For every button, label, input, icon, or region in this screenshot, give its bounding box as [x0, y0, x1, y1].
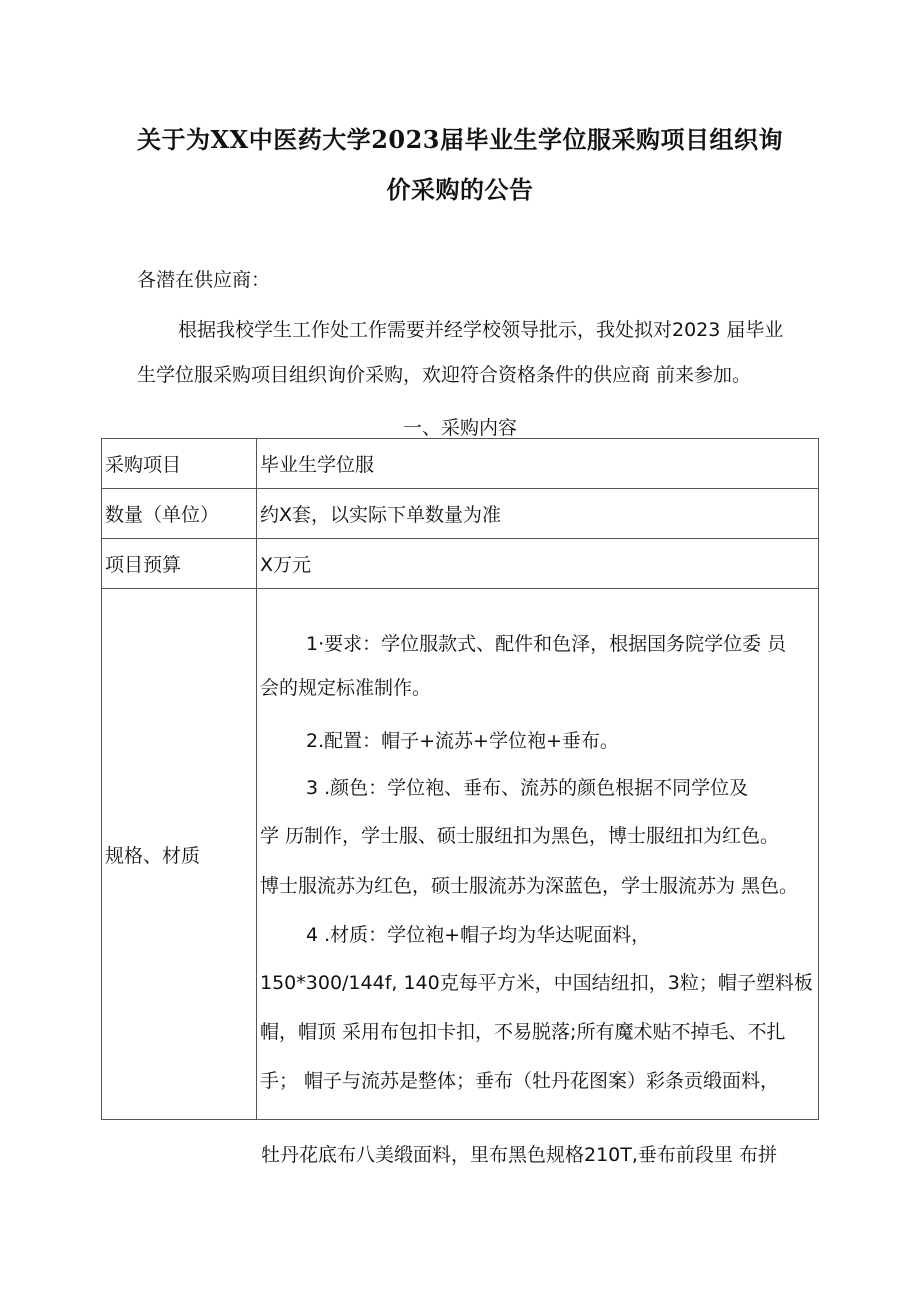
row-value-spec	[257, 589, 819, 1120]
row-key-spec: 规格、材质	[102, 589, 257, 1120]
spec-line: 帽，帽顶 采用布包扣卡扣，不易脱落;所有魔术贴不掉毛、不扎	[260, 1021, 786, 1043]
table-row	[102, 489, 819, 539]
row-key-project: 采购项目	[102, 439, 257, 489]
notice-title-line-2: 价采购的公告	[386, 175, 534, 204]
notice-title-line-1: 关于为XX中医药大学2023届毕业生学位服采购项目组织询	[136, 125, 784, 154]
section-title: 一、采购内容	[402, 417, 517, 439]
intro-line-1: 根据我校学生工作处工作需要并经学校领导批示，我处拟对2023 届毕业	[178, 319, 784, 341]
row-value-project: 毕业生学位服	[257, 439, 819, 489]
spec-line: 学 历制作，学士服、硕士服纽扣为黑色，博士服纽扣为红色。	[260, 825, 780, 847]
spec-line: 手； 帽子与流苏是整体；垂布（牡丹花图案）彩条贡缎面料，	[260, 1070, 780, 1092]
row-value-budget: X万元	[257, 539, 819, 589]
procurement-table	[101, 438, 819, 1120]
intro-line-2: 生学位服采购项目组织询价采购，欢迎符合资格条件的供应商 前来参加。	[137, 364, 752, 386]
spec-line: 博士服流苏为红色，硕士服流苏为深蓝色，学士服流苏为 黑色。	[260, 875, 799, 897]
spec-line: 3 .颜色：学位袍、垂布、流苏的颜色根据不同学位及	[306, 777, 749, 799]
row-key-budget: 项目预算	[102, 539, 257, 589]
spec-line: 150*300/144f, 140克每平方米，中国结纽扣，3粒；帽子塑料板	[260, 972, 813, 994]
row-value-quantity: 约X套，以实际下单数量为准	[257, 489, 819, 539]
table-row	[102, 439, 819, 489]
spec-line: 4 .材质：学位袍+帽子均为华达呢面料，	[306, 924, 651, 946]
spec-line: 1·要求：学位服款式、配件和色泽，根据国务院学位委 员	[306, 633, 787, 655]
spec-line: 会的规定标准制作。	[260, 677, 432, 699]
row-key-quantity: 数量（单位）	[102, 489, 257, 539]
spec-line: 2.配置：帽子+流苏+学位袍+垂布。	[306, 730, 619, 752]
table-row	[102, 539, 819, 589]
spec-text-block	[260, 589, 818, 1119]
continuation-line: 牡丹花底布八美缎面料，里布黑色规格210T,垂布前段里 布拼	[261, 1144, 777, 1166]
salutation: 各潜在供应商：	[137, 269, 271, 291]
table-row-spec	[102, 589, 819, 1120]
